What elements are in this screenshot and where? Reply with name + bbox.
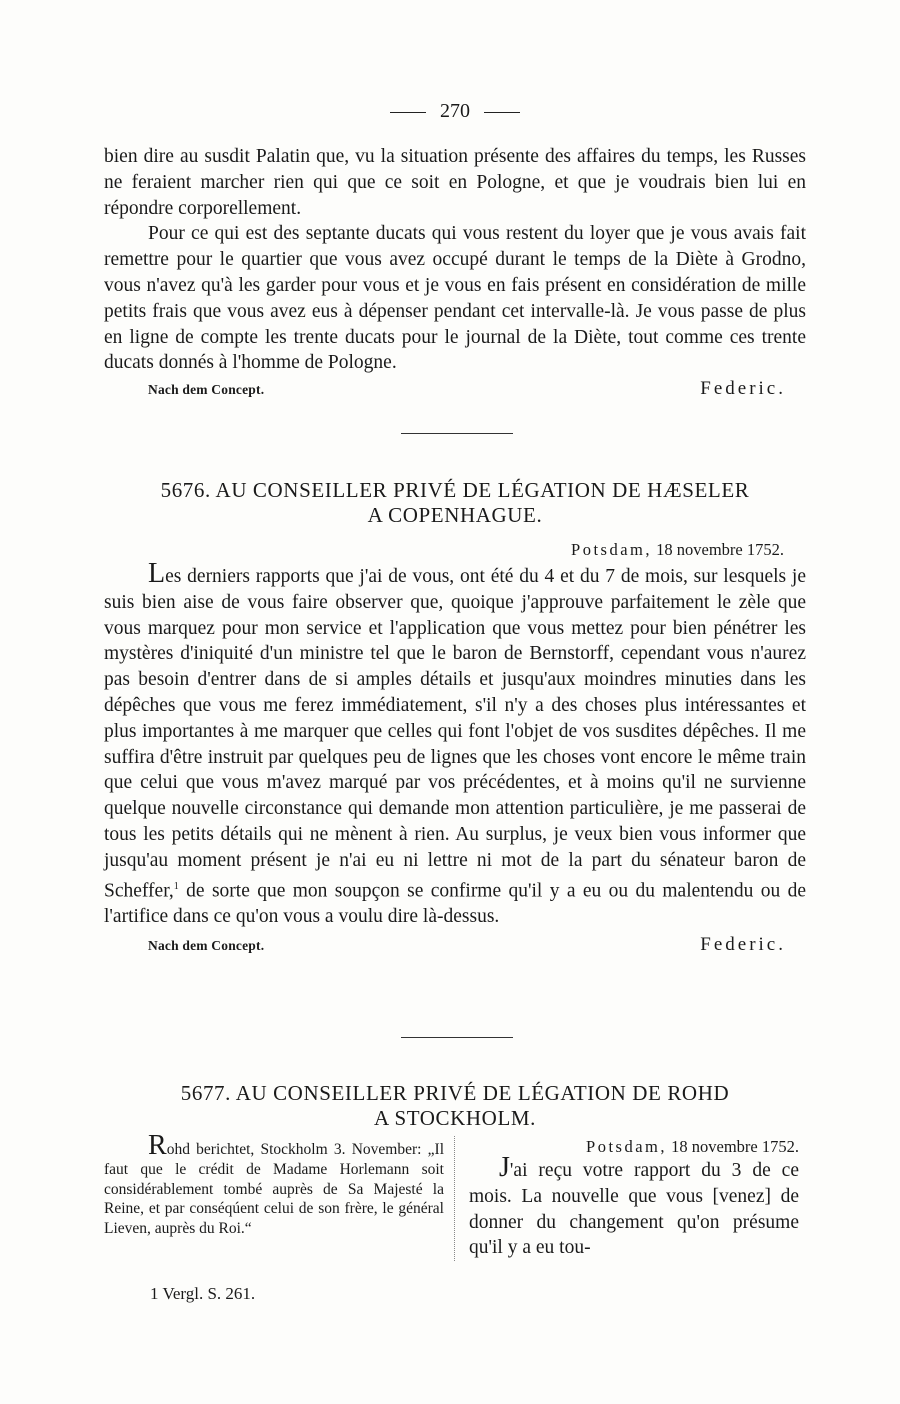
page-number-rule-right: [484, 112, 520, 113]
letter-body-end: de sorte que mon soupçon se confirme qu'il y a eu ou du malentendu ou de l'artifice dans ce qu'on vous a voulu dire là-dessus.: [104, 880, 806, 927]
summary-text: ohd berichtet, Stockholm 3. November: „Il faut que le crédit de Madame Horlemann soit considérablement tombé auprès de Sa Majesté la Reine, et par conséqúent celui de son frère, le général Lieven, auprès du Roi.“: [104, 1141, 444, 1238]
source-note: Nach dem Concept.: [148, 937, 265, 953]
two-column-section: [104, 1130, 806, 1261]
summary-column: [104, 1130, 455, 1261]
page-number-text: 270: [440, 100, 470, 122]
letter-source-line: [104, 934, 806, 956]
letter-heading-line-1: 5677. AU CONSEILLER PRIVÉ DE LÉGATION DE ROHD: [180, 1081, 730, 1105]
page-number: [104, 100, 806, 123]
letter-heading-line-1: 5676. AU CONSEILLER PRIVÉ DE LÉGATION DE HÆSELER: [160, 478, 750, 502]
dateline: [104, 540, 806, 560]
dateline: [469, 1136, 799, 1158]
page-number-rule-left: [390, 112, 426, 113]
dateline-place: Potsdam,: [571, 540, 653, 559]
signature: Federic.: [700, 933, 786, 955]
continuation-source-line: [104, 378, 806, 400]
reply-text: [469, 1152, 799, 1261]
separator-rule: [401, 1037, 513, 1038]
letter-body: [104, 558, 806, 930]
initial-letter: J: [499, 1152, 510, 1183]
signature: Federic.: [700, 378, 786, 400]
initial-letter: L: [148, 558, 166, 589]
dateline-place: Potsdam,: [586, 1137, 668, 1156]
dateline-date: 18 novembre 1752.: [656, 540, 784, 559]
letter-5677: [104, 1081, 806, 1131]
reply-column: [455, 1136, 799, 1261]
initial-letter: R: [148, 1130, 167, 1161]
footnote: 1 Vergl. S. 261.: [150, 1284, 256, 1303]
footnote-marker: 1: [173, 880, 179, 892]
reply-text-body: 'ai reçu votre rapport du 3 de ce mois. La nouvelle que vous [venez] de donner du changement qu'on présume qu'il y a eu tou-: [469, 1160, 799, 1259]
letter-heading-line-2: A COPENHAGUE.: [367, 503, 543, 527]
continuation-paragraph-2: Pour ce qui est des septante ducats qui vous restent du loyer que je vous avais fait remettre pour le quartier que vous avez occupé durant le temps de la Diète à Grodno, vous n'avez qu'à les garder pour vous et je vous en fais présent en considération de mille petits frais que vous avez eus à dépenser pendant cet intervalle-là. Je vous passe de plus en ligne de compte les trente ducats pour le journal de la Diète, tout comme ces trente ducats donnés à l'homme de Pologne.: [104, 223, 806, 374]
letter-body-text: es derniers rapports que j'ai de vous, ont été du 4 et du 7 de mois, sur lesquels je suis bien aise de vous faire observer que, quoique j'approuve parfaitement le zèle que vous marquez pour mon service et l'application que vous mettez pour bien pénétrer les mystères d'iniquité d'un ministre tel que le baron de Bernstorff, cependant vous n'aurez pas besoin d'entrer dans de si amples détails et jusqu'aux moindres minuties dans les dépêches que vous me ferez immédiatement, s'il n'y a des choses plus intéressantes et plus importantes à me marquer que celles qui font l'objet de vos susdites dépêches. Il me suffira d'être instruit par quelques peu de lignes que les choses vont encore le même train que celui que vous m'avez marqué par vos précédentes, et à moins qu'il ne survienne quelque nouvelle circonstance qui demande mon attention particulière, je me passerai de tous les petits détails qui ne mènent à rien. Au surplus, je veux bien vous informer que jusqu'au moment présent je n'ai eu ni lettre ni mot de la part du sénateur baron de Scheffer,: [104, 566, 806, 902]
continuation-section: [104, 144, 806, 400]
source-note: Nach dem Concept.: [148, 382, 265, 398]
dateline-date: 18 novembre 1752.: [671, 1137, 799, 1156]
continuation-paragraph-1: bien dire au susdit Palatin que, vu la situation présente des affaires du temps, les Russes ne feraient marcher rien qui que ce soit en Pologne, et que je voudrais bien lui en répondre corporellement.: [104, 146, 806, 219]
letter-5676: [104, 478, 806, 956]
separator-rule: [401, 433, 513, 434]
letter-heading-line-2: A STOCKHOLM.: [373, 1106, 536, 1130]
